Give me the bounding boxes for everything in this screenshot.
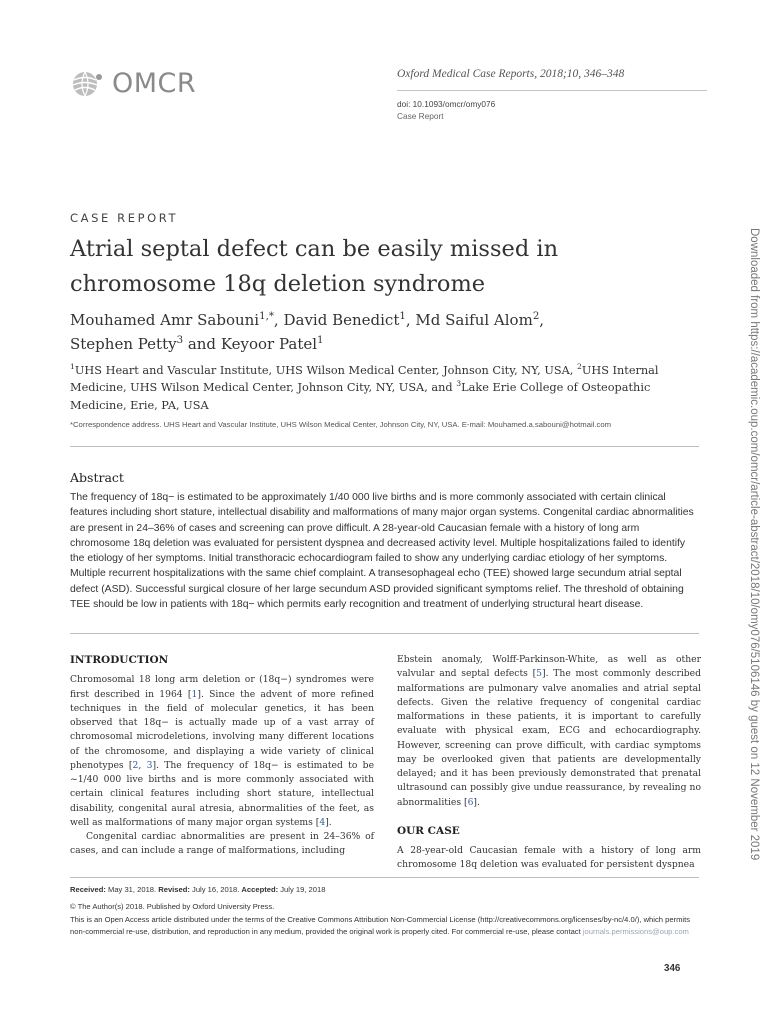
article-category: CASE REPORT bbox=[70, 211, 179, 225]
article-type: Case Report bbox=[397, 111, 444, 121]
citation-link[interactable]: 4 bbox=[319, 816, 326, 828]
received-date: May 31, 2018. bbox=[105, 885, 159, 894]
author-name: Md Saiful Alom bbox=[415, 311, 533, 329]
author-affiliation-mark: 1 bbox=[399, 311, 406, 322]
download-watermark: Downloaded from https://academic.oup.com/omcr/article-abstract/2018/10/omy076/5106146 by guest on 12 November 2019 bbox=[748, 228, 760, 861]
citation-link[interactable]: 3 bbox=[146, 759, 153, 771]
author-separator: and bbox=[183, 335, 221, 353]
accepted-date: July 19, 2018 bbox=[278, 885, 326, 894]
introduction-heading: INTRODUCTION bbox=[70, 654, 169, 666]
author-affiliation-mark: 1,* bbox=[259, 311, 274, 322]
copyright-line: © The Author(s) 2018. Published by Oxford University Press. bbox=[70, 902, 275, 912]
left-column bbox=[70, 653, 374, 859]
our-case-heading: OUR CASE bbox=[397, 824, 460, 837]
text-run: ]. bbox=[473, 796, 480, 808]
affiliation-mark: 2 bbox=[576, 362, 582, 372]
text-run: Ebstein anomaly, Wolff-Parkinson-White, as well as other valvular and septal defects [ bbox=[397, 654, 701, 680]
article-title bbox=[70, 232, 630, 302]
author-name: David Benedict bbox=[283, 311, 400, 329]
abstract-top-divider bbox=[70, 446, 699, 447]
citation-link[interactable]: 6 bbox=[467, 796, 474, 808]
title-line-2: chromosome 18q deletion syndrome bbox=[70, 271, 486, 297]
license-text bbox=[70, 914, 700, 939]
author-affiliation-mark: 3 bbox=[176, 335, 184, 346]
publication-dates bbox=[70, 884, 700, 896]
abstract-bottom-divider bbox=[70, 633, 699, 634]
revised-label: Revised: bbox=[158, 885, 190, 894]
author-affiliation-mark: 2 bbox=[532, 311, 540, 322]
text-run: ]. The frequency of 18q− is estimated to be ~1/40 000 live births and is more commonly associated with certain clinical features including short stature, intellectual disability, congenital aural atresia, abnormalities of the feet, as well as malformations of many major organ systems [ bbox=[70, 759, 375, 828]
text-run: Chromosomal 18 long arm deletion or (18q−) syndromes were first described in 1964 [ bbox=[70, 674, 374, 700]
affiliations bbox=[70, 362, 702, 414]
author-separator: , bbox=[539, 311, 545, 329]
author-name: Keyoor Patel bbox=[220, 335, 318, 353]
journal-info bbox=[397, 68, 707, 121]
affiliation-mark: 1 bbox=[70, 362, 75, 372]
abstract-heading: Abstract bbox=[70, 470, 124, 485]
title-line-1: Atrial septal defect can be easily missed in bbox=[70, 236, 559, 262]
correspondence-address: *Correspondence address. UHS Heart and Vascular Institute, UHS Wilson Medical Center, Johnson City, NY, USA. E-mail: Mouhamed.a.sabouni@hotmail.com bbox=[70, 420, 612, 429]
permissions-email-link[interactable]: journals.permissions@oup.com bbox=[582, 926, 689, 936]
author-list bbox=[70, 308, 670, 356]
revised-date: July 16, 2018. bbox=[189, 885, 242, 894]
author-separator: , bbox=[405, 311, 416, 329]
logo-text: OMCR bbox=[112, 68, 197, 99]
header-divider bbox=[397, 90, 707, 91]
journal-logo bbox=[70, 68, 196, 99]
doi[interactable]: doi: 10.1093/omcr/omy076 bbox=[397, 99, 496, 109]
journal-citation: Oxford Medical Case Reports, 2018;10, 346–348 bbox=[397, 68, 625, 80]
our-case-paragraph: A 28-year-old Caucasian female with a history of long arm chromosome 18q deletion was evaluated for persistent dyspnea bbox=[397, 845, 701, 871]
text-run: ]. Since the advent of more refined techniques in the field of molecular genetics, it has been observed that 18q− is actually made up of a vast array of chromosomal microdeletions, involving many different locations of the chromosome, and displaying a wide variety of clinical phenotypes [ bbox=[70, 688, 374, 771]
author-affiliation-mark: 1 bbox=[317, 335, 324, 346]
globe-logo-icon bbox=[70, 69, 108, 99]
introduction-paragraph-3 bbox=[397, 653, 701, 810]
accepted-label: Accepted: bbox=[241, 885, 279, 894]
citation-link[interactable]: 5 bbox=[536, 668, 543, 680]
license-body: This is an Open Access article distributed under the terms of the Creative Commons Attribution Non-Commercial License (http://creativecommons.org/licenses/by-nc/4.0/), which permits non-commercial re-use, distribution, and reproduction in any medium, provided the original work is properly cited. For commercial re-use, please contact bbox=[70, 914, 690, 936]
affiliation-text: Lake Erie College of Osteopathic Medicine, Erie, PA, USA bbox=[70, 381, 651, 412]
received-label: Received: bbox=[70, 885, 106, 894]
citation-link[interactable]: 2 bbox=[132, 759, 139, 771]
page-number: 346 bbox=[664, 963, 681, 974]
text-run: , bbox=[138, 759, 147, 771]
author-name: Mouhamed Amr Sabouni bbox=[70, 311, 260, 329]
footer-divider bbox=[70, 877, 699, 878]
author-separator: , bbox=[273, 311, 284, 329]
citation-link[interactable]: 1 bbox=[191, 688, 198, 700]
affiliation-text: UHS Heart and Vascular Institute, UHS Wilson Medical Center, Johnson City, NY, USA, bbox=[74, 364, 577, 377]
introduction-paragraph-2: Congenital cardiac abnormalities are present in 24–36% of cases, and can include a range of malformations, including bbox=[70, 831, 374, 857]
text-run: ]. The most commonly described malformations are pulmonary valve anomalies and atrial septal defects. Given the relative frequency of congenital cardiac malformations in these patients, it is important to carefully evaluate with physical exam, ECG and echocardiography. However, screening can prove difficult, with cardiac symptoms may be overlooked given that patients are developmentally delayed; and it has been previously demonstrated that prenatal ultrasound can possibly give undue reassurance, by revealing no abnormalities [ bbox=[397, 668, 701, 808]
text-run: ]. bbox=[325, 816, 332, 828]
article-footer bbox=[70, 884, 700, 938]
affiliation-mark: 3 bbox=[456, 379, 462, 389]
introduction-paragraph-1 bbox=[70, 673, 374, 830]
abstract-text: The frequency of 18q− is estimated to be approximately 1/40 000 live births and is more commonly associated with certain clinical features including short stature, intellectual disability and malformations of many major organ systems. Congenital cardiac abnormalities are present in 24–36% of cases and screening can prove difficult. A 28-year-old Caucasian female with a history of long arm chromosome 18q deletion was evaluated for persistent dyspnea and decreased activity level. Multiple hospitalizations failed to identify the etiology of her symptoms. Initial transthoracic echocardiogram failed to show any underlying cardiac etiology of her symptoms. Multiple recurrent hospitalizations with the same chief complaint. A transesophageal echo (TEE) showed large secundum atrial septal defect (ASD). Successful surgical closure of her large secundum ASD provided significant symptoms relief. The threshold of obtaining TEE should be low in patients with 18q− which permits early recognition and treatment of underlying structural heart disease. bbox=[70, 492, 694, 611]
author-name: Stephen Petty bbox=[70, 335, 177, 353]
right-column bbox=[397, 653, 701, 873]
affiliation-text: UHS Internal Medicine, UHS Wilson Medical Center, Johnson City, NY, USA, and bbox=[70, 364, 659, 395]
